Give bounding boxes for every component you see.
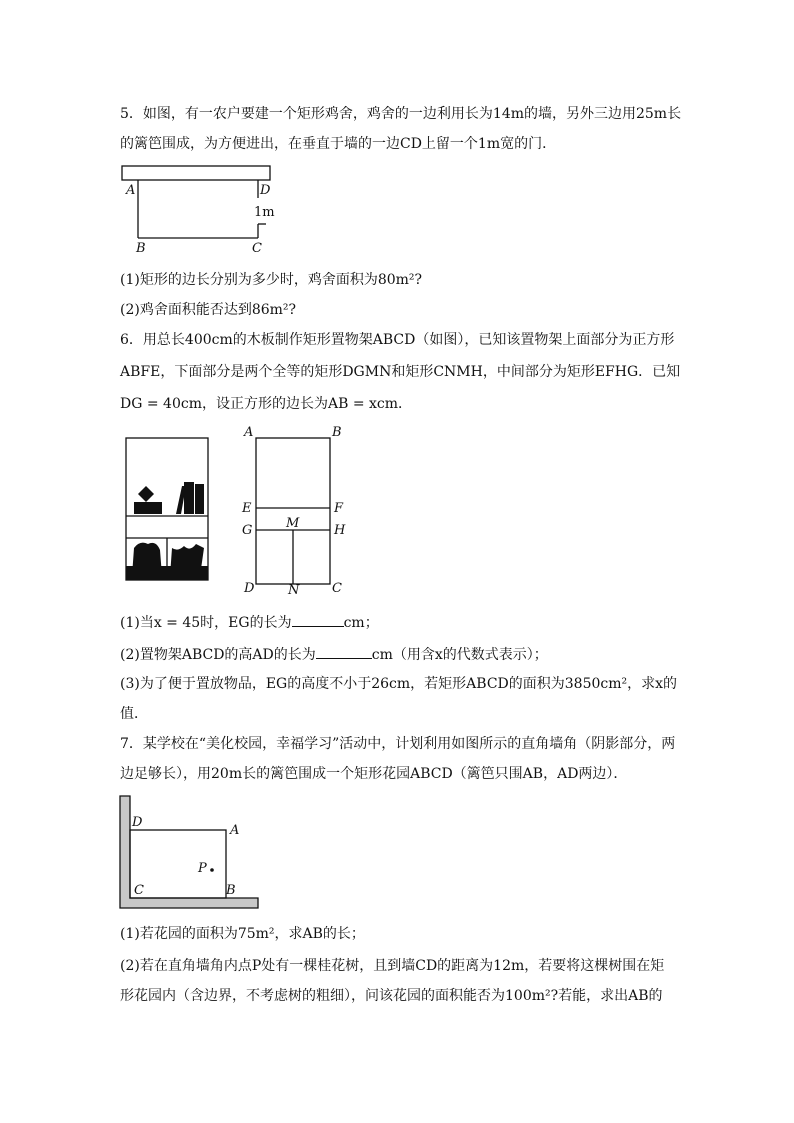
- q7-label-p: P: [198, 861, 207, 876]
- q6-label-e: E: [242, 501, 252, 516]
- q5-label-gate-width: 1m: [254, 205, 275, 220]
- q5-label-a: A: [126, 183, 136, 198]
- q6-sub-2-unit: cm（用含x的代数式表示）；: [371, 647, 548, 663]
- q6-shelf-illustration: [124, 436, 210, 582]
- q5-figure: [118, 162, 278, 257]
- q7-sub-2-line-2: 形花园内（含边界，不考虑树的粗细），问该花园的面积能否为100m²?若能，求出AB的: [120, 988, 663, 1004]
- q5-label-c: C: [252, 241, 262, 256]
- q7-line-2: 边足够长），用20m长的篱笆围成一个矩形花园ABCD（篱笆只围AB，AD两边）．: [120, 766, 628, 782]
- q7-point-p: [210, 868, 214, 872]
- q6-label-b: B: [332, 425, 342, 440]
- q6-figure: [236, 422, 356, 600]
- q5-wall: [122, 166, 270, 180]
- q7-rect-abcd: [130, 830, 226, 898]
- q5-sub-2: (2)鸡舍面积能否达到86m²?: [120, 302, 297, 318]
- q5-label-b: B: [136, 241, 146, 256]
- q6-sub-1-unit: cm；: [343, 615, 379, 631]
- q7-label-d: D: [132, 815, 143, 830]
- q5-line-1: 5．如图，有一农户要建一个矩形鸡舍，鸡舍的一边利用长为14m的墙，另外三边用25m长: [120, 106, 682, 122]
- q6-line-3: DG = 40cm，设正方形的边长为AB = xcm．: [120, 396, 413, 412]
- q7-line-1: 7．某学校在“美化校园，幸福学习”活动中，计划利用如图所示的直角墙角（阴影部分，两: [120, 736, 676, 752]
- q6-sub-1-answer-blank[interactable]: [292, 614, 344, 627]
- q7-label-b: B: [226, 883, 236, 898]
- q6-label-g: G: [242, 523, 253, 538]
- q6-sub-1-prompt: (1)当x = 45时，EG的长为: [120, 615, 292, 631]
- q6-label-c: C: [332, 581, 342, 596]
- q6-sub-3-line-1: (3)为了便于置放物品，EG的高度不小于26cm，若矩形ABCD的面积为3850cm²，求x的: [120, 676, 678, 692]
- q6-sub-3-line-2: 值．: [120, 706, 148, 722]
- q7-sub-2-line-1: (2)若在直角墙角内点P处有一棵桂花树，且到墙CD的距离为12m，若要将这棵树围在矩: [120, 958, 665, 974]
- q6-line-2: ABFE，下面部分是两个全等的矩形DGMN和矩形CNMH，中间部分为矩形EFHG．已知: [120, 364, 681, 380]
- q6-sub-2-answer-blank[interactable]: [316, 646, 372, 659]
- q6-label-a: A: [244, 425, 254, 440]
- q6-label-m: M: [286, 516, 300, 531]
- q7-label-c: C: [134, 883, 144, 898]
- q6-line-1: 6．用总长400cm的木板制作矩形置物架ABCD（如图），已知该置物架上面部分为正方形: [120, 332, 675, 348]
- q5-sub-1: (1)矩形的边长分别为多少时，鸡舍面积为80m²?: [120, 272, 423, 288]
- q6-label-d: D: [244, 581, 255, 596]
- q6-label-h: H: [334, 523, 346, 538]
- ornament-base-icon: [134, 502, 162, 514]
- q6-sub-2: [120, 646, 548, 663]
- q7-figure: [118, 794, 268, 914]
- q5-line-2: 的篱笆围成，为方便进出，在垂直于墙的一边CD上留一个1m宽的门．: [120, 136, 557, 152]
- q7-label-a: A: [230, 823, 240, 838]
- q7-sub-1: (1)若花园的面积为75m²，求AB的长；: [120, 926, 365, 942]
- q6-sub-1: [120, 614, 379, 631]
- q5-label-d: D: [260, 183, 271, 198]
- q6-sub-2-prompt: (2)置物架ABCD的高AD的长为: [120, 647, 316, 663]
- q6-label-f: F: [334, 501, 344, 516]
- q6-label-n: N: [288, 583, 300, 598]
